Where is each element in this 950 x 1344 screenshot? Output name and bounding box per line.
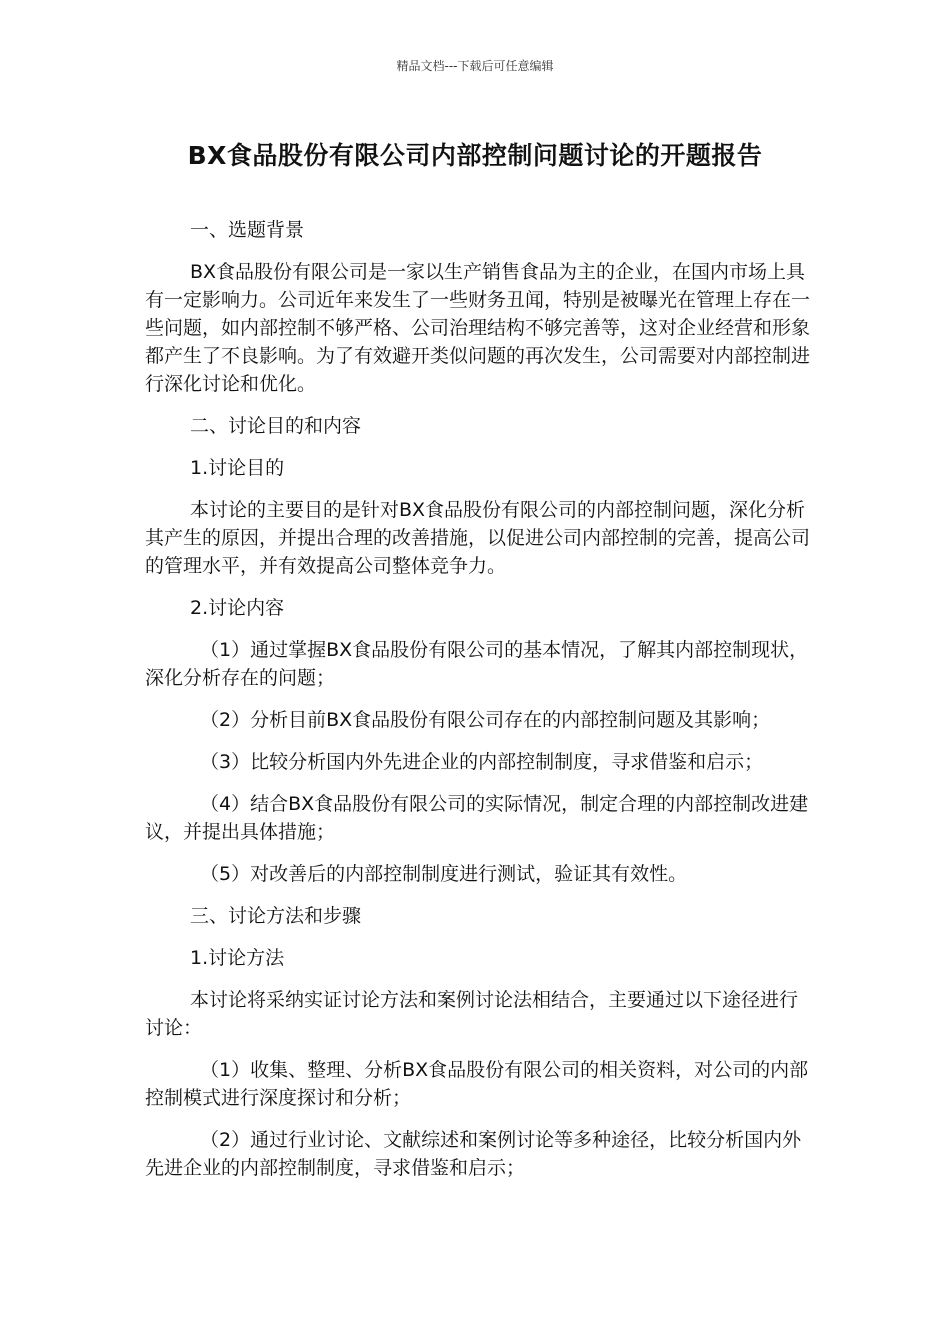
- subheading-purpose: 1.讨论目的: [190, 457, 285, 479]
- list-item-content-5: （5）对改善后的内部控制制度进行测试，验证其有效性。: [200, 863, 688, 885]
- list-item-method-1: （1）收集、整理、分析BX食品股份有限公司的相关资料，对公司的内部控制模式进行深度探讨和分析；: [145, 1059, 809, 1109]
- section-heading-methods: 三、讨论方法和步骤: [190, 905, 362, 927]
- section-heading-purpose-content: 二、讨论目的和内容: [190, 415, 362, 437]
- section-heading-background: 一、选题背景: [190, 219, 305, 241]
- paragraph-methods: 本讨论将采纳实证讨论方法和案例讨论法相结合，主要通过以下途径进行讨论：: [145, 989, 799, 1039]
- document-body: [145, 216, 810, 1196]
- document-title: BX食品股份有限公司内部控制问题讨论的开题报告: [187, 141, 763, 170]
- list-item-method-2: （2）通过行业讨论、文献综述和案例讨论等多种途径，比较分析国内外先进企业的内部控制制度，寻求借鉴和启示；: [145, 1129, 802, 1179]
- list-item-content-4: （4）结合BX食品股份有限公司的实际情况，制定合理的内部控制改进建议，并提出具体措施；: [145, 793, 809, 843]
- paragraph-background: BX食品股份有限公司是一家以生产销售食品为主的企业，在国内市场上具有一定影响力。公司近年来发生了一些财务丑闻，特别是被曝光在管理上存在一些问题，如内部控制不够严格、公司治理结构不够完善等，这对企业经营和形象都产生了不良影响。为了有效避开类似问题的再次发生，公司需要对内部控制进行深化讨论和优化。: [145, 261, 811, 395]
- subheading-methods: 1.讨论方法: [190, 947, 285, 969]
- subheading-content: 2.讨论内容: [190, 597, 285, 619]
- page-header: 精品文档---下载后可任意编辑: [396, 59, 554, 73]
- list-item-content-3: （3）比较分析国内外先进企业的内部控制制度，寻求借鉴和启示；: [200, 751, 764, 773]
- paragraph-purpose: 本讨论的主要目的是针对BX食品股份有限公司的内部控制问题，深化分析其产生的原因，并提出合理的改善措施，以促进公司内部控制的完善，提高公司的管理水平，并有效提高公司整体竞争力。: [145, 499, 811, 577]
- list-item-content-1: （1）通过掌握BX食品股份有限公司的基本情况，了解其内部控制现状，深化分析存在的问题；: [145, 639, 809, 689]
- list-item-content-2: （2）分析目前BX食品股份有限公司存在的内部控制问题及其影响；: [200, 709, 771, 731]
